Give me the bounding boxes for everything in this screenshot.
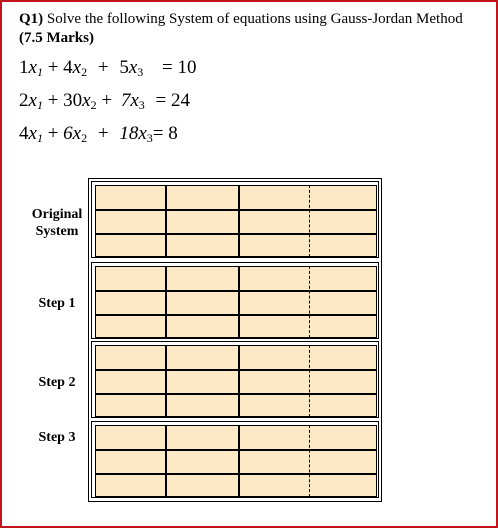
matrix-cell[interactable] — [239, 370, 311, 394]
matrix-cell[interactable] — [95, 315, 166, 338]
eq1-plus1: + — [47, 57, 59, 78]
matrix-cell[interactable] — [311, 474, 377, 497]
eq3-coef3: 18 — [119, 123, 139, 144]
step-label-original — [18, 206, 96, 240]
matrix-cell[interactable] — [239, 315, 311, 338]
matrix-cell[interactable] — [166, 474, 239, 497]
matrix-cell[interactable] — [311, 450, 377, 474]
matrix-block-step-1 — [91, 262, 379, 339]
matrix-cell[interactable] — [239, 345, 311, 370]
matrix-cell[interactable] — [166, 210, 239, 234]
equation-2 — [19, 90, 190, 112]
eq3-plus1: + — [47, 123, 59, 144]
matrix-cell[interactable] — [311, 315, 377, 338]
matrix-cell[interactable] — [239, 394, 311, 417]
matrix-cell[interactable] — [311, 370, 377, 394]
matrix-cell[interactable] — [239, 234, 311, 257]
matrix-cell[interactable] — [311, 266, 377, 291]
matrix-cell[interactable] — [95, 370, 166, 394]
augmented-divider — [309, 425, 310, 497]
matrix-cell[interactable] — [239, 450, 311, 474]
eq2-coef3: 7 — [120, 90, 131, 111]
equation-1 — [19, 57, 196, 79]
eq1-coef1: 1 — [19, 57, 29, 78]
eq3-coef1: 4 — [19, 123, 29, 144]
matrix-cell[interactable] — [166, 234, 239, 257]
eq3-plus2: + — [97, 123, 109, 144]
matrix-cell[interactable] — [95, 474, 166, 497]
question-number: Q1) — [19, 11, 44, 27]
matrix-cell[interactable] — [166, 315, 239, 338]
question-body: Solve the following System of equations using Gauss-Jordan Method — [43, 11, 463, 27]
matrix-cell[interactable] — [166, 185, 239, 210]
eq1-var2: x — [72, 57, 82, 78]
eq2-rhs: = 24 — [155, 90, 190, 111]
eq2-sub2: 2 — [90, 98, 97, 112]
eq3-rhs: = 8 — [152, 123, 178, 144]
matrix-cell[interactable] — [239, 210, 311, 234]
matrix-cell[interactable] — [239, 266, 311, 291]
eq3-var2: x — [72, 123, 82, 144]
eq1-sub2: 2 — [81, 65, 88, 79]
matrix-cell[interactable] — [311, 394, 377, 417]
eq2-plus1: + — [47, 90, 59, 111]
matrix-cell[interactable] — [311, 234, 377, 257]
matrix-cell[interactable] — [311, 185, 377, 210]
matrix-cell[interactable] — [166, 425, 239, 450]
matrix-cell[interactable] — [239, 474, 311, 497]
matrix-cell[interactable] — [166, 291, 239, 315]
eq2-plus2: + — [101, 90, 113, 111]
eq3-sub2: 2 — [81, 131, 88, 145]
question-marks: (7.5 Marks) — [19, 30, 94, 46]
step-label-1: Step 1 — [38, 296, 76, 311]
eq1-sub1: 1 — [36, 65, 43, 79]
eq3-var3: x — [138, 123, 147, 144]
matrix-block-step-3 — [91, 421, 379, 498]
eq2-coef2: 30 — [63, 90, 83, 111]
eq3-var1: x — [28, 123, 37, 144]
eq1-coef3: 5 — [119, 57, 129, 78]
matrix-cell[interactable] — [95, 291, 166, 315]
step-label-3: Step 3 — [38, 430, 76, 445]
matrix-cell[interactable] — [166, 266, 239, 291]
eq2-var2: x — [82, 90, 91, 111]
eq2-coef1: 2 — [19, 90, 29, 111]
augmented-divider — [309, 266, 310, 338]
matrix-cell[interactable] — [311, 425, 377, 450]
eq1-coef2: 4 — [63, 57, 73, 78]
eq1-var1: x — [28, 57, 37, 78]
eq1-rhs: = 10 — [162, 57, 197, 78]
matrix-cell[interactable] — [166, 345, 239, 370]
matrix-block-original-system — [91, 181, 379, 258]
eq3-coef2: 6 — [63, 123, 73, 144]
matrix-cell[interactable] — [311, 291, 377, 315]
matrix-cell[interactable] — [95, 185, 166, 210]
eq2-sub3: 3 — [138, 98, 145, 112]
matrix-cell[interactable] — [166, 450, 239, 474]
step-label-2: Step 2 — [38, 375, 76, 390]
matrix-cell[interactable] — [166, 394, 239, 417]
augmented-divider — [309, 185, 310, 257]
equation-3 — [19, 123, 178, 145]
eq1-sub3: 3 — [137, 65, 144, 79]
matrix-cell[interactable] — [311, 210, 377, 234]
eq2-var1: x — [28, 90, 37, 111]
question-text — [19, 10, 489, 48]
eq3-sub3: 3 — [146, 131, 153, 145]
matrix-cell[interactable] — [95, 450, 166, 474]
matrix-block-step-2 — [91, 341, 379, 418]
matrix-cell[interactable] — [239, 425, 311, 450]
eq1-plus2: + — [97, 57, 109, 78]
eq2-sub1: 1 — [36, 98, 43, 112]
step-label-original-line1: Original — [31, 207, 83, 222]
matrix-cell[interactable] — [166, 370, 239, 394]
eq1-var3: x — [128, 57, 138, 78]
matrix-cell[interactable] — [95, 345, 166, 370]
matrix-cell[interactable] — [239, 185, 311, 210]
matrix-cell[interactable] — [95, 266, 166, 291]
matrix-cell[interactable] — [95, 425, 166, 450]
eq2-var3: x — [130, 90, 139, 111]
matrix-cell[interactable] — [95, 394, 166, 417]
matrix-cell[interactable] — [311, 345, 377, 370]
matrix-cell[interactable] — [95, 210, 166, 234]
augmented-divider — [309, 345, 310, 417]
eq3-sub1: 1 — [36, 131, 43, 145]
step-label-original-line2: System — [35, 224, 79, 239]
matrix-cell[interactable] — [95, 234, 166, 257]
matrix-cell[interactable] — [239, 291, 311, 315]
